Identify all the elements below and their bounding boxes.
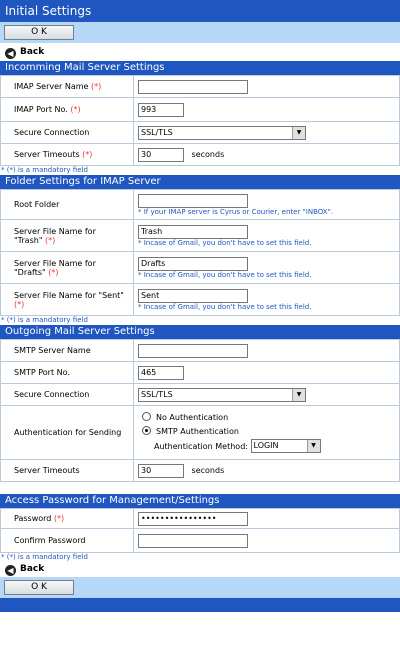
- imap-server-label: IMAP Server Name (*): [1, 76, 134, 98]
- sent-note: * Incase of Gmail, you don't have to set this field.: [138, 302, 312, 311]
- incoming-section-title: Incomming Mail Server Settings: [0, 61, 400, 75]
- back-label: Back: [20, 564, 45, 574]
- outgoing-table: SMTP Server Name SMTP Port No. 465 Secure Connection SSL/TLS ▼ Authentication for Sending No Authentication SMTP Authentication Authentication Method: LOGIN ▼ Server Timeouts 30 seconds: [0, 339, 400, 482]
- mandatory-note: * (*) is a mandatory field: [1, 553, 88, 561]
- auth-label: Authentication for Sending: [1, 406, 134, 460]
- confirm-password-input[interactable]: [138, 534, 248, 548]
- smtp-server-label: SMTP Server Name: [1, 340, 134, 362]
- drafts-label: Server File Name for "Drafts" (*): [1, 252, 134, 284]
- back-arrow-icon: ◀: [5, 565, 16, 576]
- folder-table: [0, 189, 400, 316]
- trash-input[interactable]: [138, 225, 248, 239]
- incoming-timeout-label: Server Timeouts (*): [1, 144, 134, 166]
- root-folder-input[interactable]: [138, 194, 248, 208]
- imap-port-input[interactable]: [138, 103, 184, 117]
- page-title: Initial Settings: [0, 0, 400, 22]
- back-link-bottom[interactable]: [0, 562, 400, 577]
- radio-smtp-auth[interactable]: [142, 426, 151, 435]
- password-input[interactable]: [138, 512, 248, 526]
- drafts-note: * Incase of Gmail, you don't have to set this field.: [138, 270, 312, 279]
- chevron-down-icon: ▼: [292, 389, 305, 401]
- confirm-password-label: Confirm Password: [1, 529, 134, 553]
- chevron-down-icon: ▼: [307, 440, 320, 452]
- password-section-title: Access Password for Management/Settings: [0, 494, 400, 508]
- smtp-port-label: SMTP Port No.: [1, 362, 134, 384]
- mandatory-note: * (*) is a mandatory field: [1, 166, 88, 174]
- folder-section-title: Folder Settings for IMAP Server: [0, 175, 400, 189]
- root-folder-note: * If your IMAP server is Cyrus or Courier, enter "INBOX".: [138, 207, 334, 216]
- root-folder-label: Root Folder: [1, 190, 134, 220]
- bottom-button-bar: [0, 577, 400, 598]
- outgoing-secure-select[interactable]: SSL/TLS ▼: [138, 388, 306, 402]
- no-auth-option[interactable]: No Authentication: [142, 411, 398, 425]
- ok-button-top[interactable]: O K: [4, 25, 74, 40]
- footer-bar: [0, 598, 400, 612]
- outgoing-timeout-input[interactable]: [138, 464, 184, 478]
- smtp-server-input[interactable]: [138, 344, 248, 358]
- chevron-down-icon: ▼: [292, 127, 305, 139]
- incoming-table: IMAP Server Name (*) IMAP Port No. (*) 993 Secure Connection SSL/TLS ▼ Server Timeouts (*) 30 seconds: [0, 75, 400, 166]
- top-button-bar: [0, 22, 400, 43]
- drafts-input[interactable]: [138, 257, 248, 271]
- sent-input[interactable]: [138, 289, 248, 303]
- trash-note: * Incase of Gmail, you don't have to set this field.: [138, 238, 312, 247]
- password-table: [0, 508, 400, 553]
- mandatory-note: * (*) is a mandatory field: [1, 316, 88, 324]
- radio-no-auth[interactable]: [142, 412, 151, 421]
- auth-method-select[interactable]: LOGIN ▼: [251, 439, 321, 453]
- outgoing-timeout-label: Server Timeouts: [1, 460, 134, 482]
- trash-label: Server File Name for "Trash" (*): [1, 220, 134, 252]
- sent-label: Server File Name for "Sent" (*): [1, 284, 134, 316]
- incoming-secure-label: Secure Connection: [1, 122, 134, 144]
- incoming-timeout-input[interactable]: [138, 148, 184, 162]
- smtp-port-input[interactable]: [138, 366, 184, 380]
- back-arrow-icon: ◀: [5, 48, 16, 59]
- imap-port-label: IMAP Port No. (*): [1, 98, 134, 122]
- ok-button-bottom[interactable]: O K: [4, 580, 74, 595]
- outgoing-section-title: Outgoing Mail Server Settings: [0, 325, 400, 339]
- outgoing-secure-label: Secure Connection: [1, 384, 134, 406]
- imap-server-input[interactable]: [138, 80, 248, 94]
- back-link-top[interactable]: [0, 43, 400, 61]
- back-label: Back: [20, 47, 45, 57]
- password-label: Password (*): [1, 509, 134, 529]
- incoming-secure-select[interactable]: SSL/TLS ▼: [138, 126, 306, 140]
- smtp-auth-option[interactable]: SMTP Authentication: [142, 425, 398, 439]
